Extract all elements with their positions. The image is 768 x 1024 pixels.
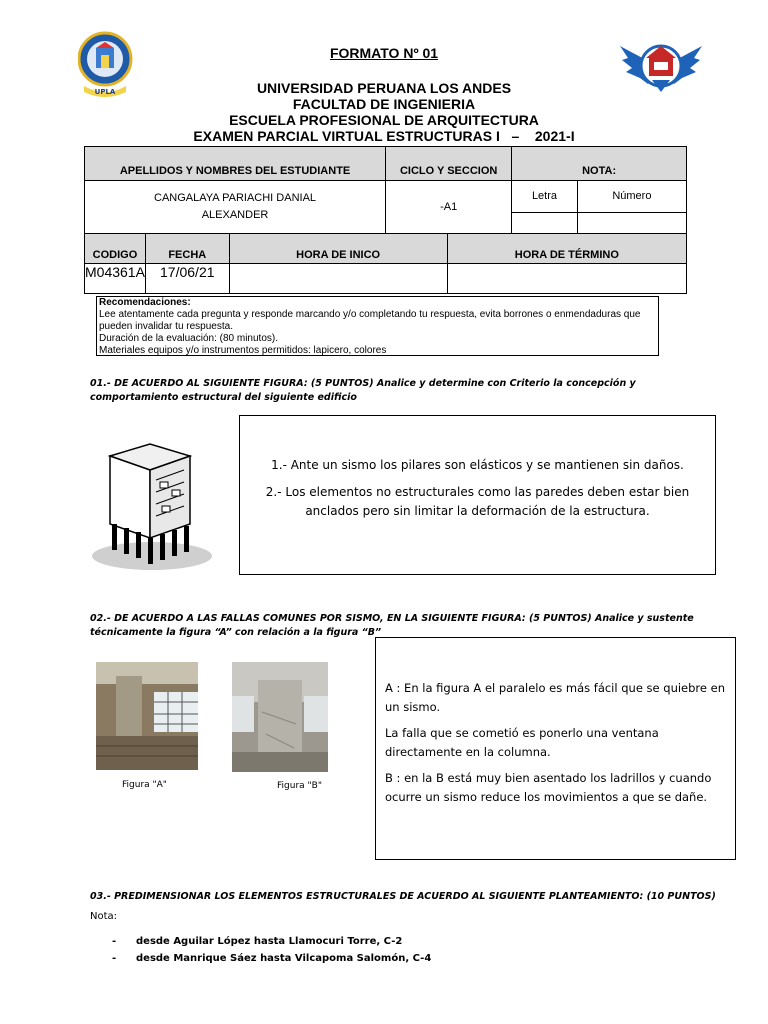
- q1-answer2-line1: 2.- Los elementos no estructurales como las paredes deben estar bien: [265, 485, 690, 499]
- q2-answer-a-line1: A : En la figura A el paralelo es más fácil que se quiebre en: [385, 681, 726, 695]
- student-name-line1: CANGALAYA PARIACHI DANIAL: [154, 192, 317, 204]
- q2-answer-b-line2: ocurre un sismo reduce los movimientos a que se dañe.: [385, 790, 708, 804]
- q2-answer-b-line1: B : en la B está muy bien asentado los ladrillos y cuando: [385, 771, 712, 785]
- student-info-table: [84, 146, 687, 294]
- faculty-name: FACULTAD DE INGENIERIA: [292, 96, 476, 112]
- q2-title: [90, 612, 740, 640]
- q3-bullet-2: [112, 953, 431, 964]
- figure-a-caption: Figura "A": [122, 780, 167, 790]
- q1-answer-box: [239, 415, 716, 575]
- formato-title: FORMATO Nº 01: [329, 45, 439, 61]
- logo-left-label: UPLA: [94, 88, 116, 96]
- figure-b-caption: Figura "B": [277, 781, 322, 791]
- student-section: -A1: [386, 181, 512, 234]
- recommendations-title: Recomendaciones:: [99, 297, 191, 308]
- q1-title: [90, 377, 730, 405]
- university-name: UNIVERSIDAD PERUANA LOS ANDES: [256, 80, 512, 96]
- figure-a-photo: [96, 662, 198, 770]
- header-hora-inicio: HORA DE INICO: [229, 234, 447, 264]
- recommendations-line3: Duración de la evaluación: (80 minutos).: [99, 333, 278, 344]
- q3-bullet-1: [112, 936, 402, 947]
- q2-answer-box: [375, 637, 736, 860]
- nota-letra-value: [512, 213, 578, 234]
- header-student-name: APELLIDOS Y NOMBRES DEL ESTUDIANTE: [85, 147, 386, 181]
- header-ciclo-seccion: CICLO Y SECCION: [386, 147, 512, 181]
- bullet-mark: -: [112, 936, 117, 947]
- building-figure: [90, 438, 214, 572]
- bullet-text: desde Aguilar López hasta Llamocuri Torre, C-2: [136, 936, 403, 947]
- nota-numero-label: Número: [577, 181, 686, 213]
- student-code: M04361A: [85, 264, 146, 294]
- header-fecha: FECHA: [145, 234, 229, 264]
- recommendations-box: [96, 296, 659, 356]
- bullet-mark: -: [112, 953, 117, 964]
- recommendations-line1: Lee atentamente cada pregunta y responde marcando y/o completando tu respuesta, evita borrones o enmendaduras que: [99, 309, 641, 320]
- student-name-cell: [85, 181, 386, 234]
- q2-answer-fault-line1: La falla que se cometió es ponerlo una ventana: [385, 726, 659, 740]
- recommendations-line4: Materiales equipos y/o instrumentos permitidos: lapicero, colores: [99, 345, 387, 356]
- student-name-line2: ALEXANDER: [201, 209, 269, 221]
- figure-b-photo: [232, 662, 328, 772]
- exam-title: EXAMEN PARCIAL VIRTUAL ESTRUCTURAS I – 2021-I: [193, 128, 575, 144]
- q1-answer1: 1.- Ante un sismo los pilares son elásticos y se mantienen sin daños.: [271, 458, 684, 472]
- q2-title-line2: técnicamente la figura “A” con relación a la figura “B”: [90, 627, 382, 638]
- end-time-value: [447, 264, 686, 294]
- nota-numero-value: [577, 213, 686, 234]
- header-nota: NOTA:: [512, 147, 687, 181]
- bullet-text: desde Manrique Sáez hasta Vilcapoma Salomón, C-4: [136, 953, 432, 964]
- q3-title: 03.- PREDIMENSIONAR LOS ELEMENTOS ESTRUCTURALES DE ACUERDO AL SIGUIENTE PLANTEAMIENTO: (10 PUNTOS): [90, 891, 716, 902]
- nota-letra-label: Letra: [512, 181, 578, 213]
- q1-answer2-line2: anclados pero sin limitar la deformación de la estructura.: [305, 504, 650, 518]
- start-time-value: [229, 264, 447, 294]
- q1-title-line1: 01.- DE ACUERDO AL SIGUIENTE FIGURA: (5 PUNTOS) Analice y determine con Criterio la concepción y: [90, 378, 636, 389]
- header-hora-termino: HORA DE TÉRMINO: [447, 234, 686, 264]
- q2-answer-a-line2: un sismo.: [385, 700, 441, 714]
- q2-title-line1: 02.- DE ACUERDO A LAS FALLAS COMUNES POR SISMO, EN LA SIGUIENTE FIGURA: (5 PUNTOS) Analice y sustente: [90, 613, 694, 624]
- q1-title-line2: comportamiento estructural del siguiente edificio: [90, 392, 357, 403]
- q2-answer-fault-line2: directamente en la columna.: [385, 745, 551, 759]
- exam-date: 17/06/21: [145, 264, 229, 294]
- q3-nota-label: Nota:: [90, 911, 118, 922]
- recommendations-line2: pueden invalidar tu respuesta.: [99, 321, 233, 332]
- header-codigo: CODIGO: [85, 234, 146, 264]
- school-name: ESCUELA PROFESIONAL DE ARQUITECTURA: [229, 112, 539, 128]
